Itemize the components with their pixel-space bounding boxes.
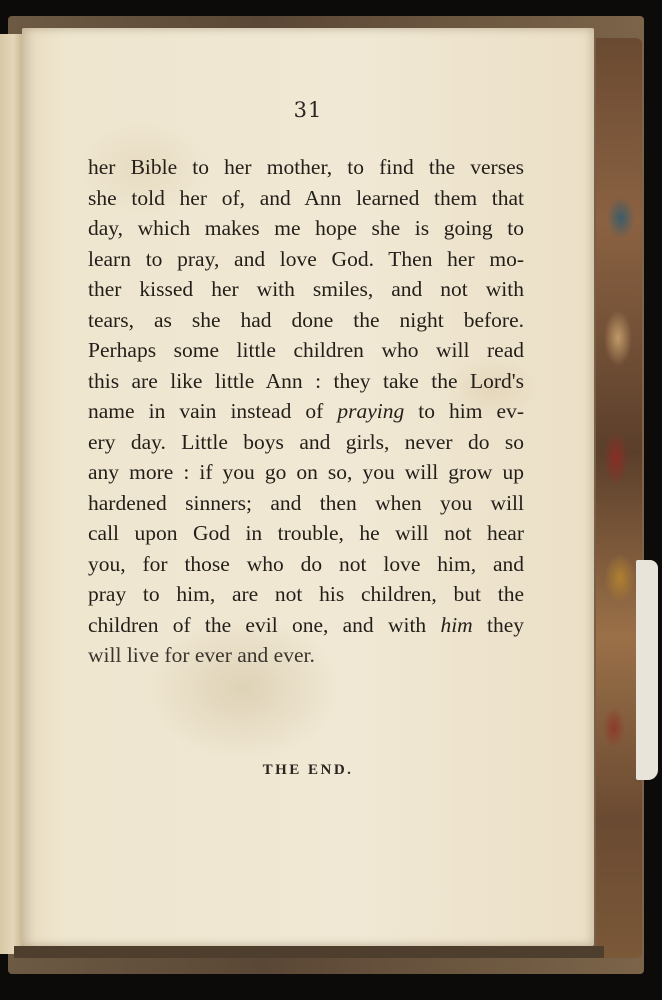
text-line: ther kissed her with smiles, and not with [88, 277, 524, 301]
text-line [88, 396, 524, 427]
text-line: Perhaps some little children who will read [88, 338, 524, 362]
cover-bottom-edge [14, 946, 604, 958]
text-line: ery day. Little boys and girls, never do so [88, 429, 524, 454]
italic-word: praying [337, 399, 405, 423]
text-line: call upon God in trouble, he will not hear [88, 521, 524, 545]
text-line: hardened sinners; and then when you will [88, 490, 524, 515]
italic-word: him [440, 612, 473, 637]
text-line: any more : if you go on so, you will grow up [88, 460, 524, 484]
marbled-cover-edge [596, 38, 642, 958]
text-line: day, which makes me hope she is going to [88, 216, 524, 240]
text-line [88, 610, 524, 641]
text-segment: they [472, 612, 524, 637]
text-line: her Bible to her mother, to find the verses [88, 155, 524, 179]
torn-paper-edge [636, 560, 658, 780]
left-page-edge [0, 34, 23, 954]
text-line: pray to him, are not his children, but the [88, 582, 524, 606]
text-line: tears, as she had done the night before. [88, 307, 524, 332]
text-line: you, for those who do not love him, and [88, 551, 524, 576]
body-text [88, 152, 524, 671]
text-segment: children of the evil one, and with [88, 612, 441, 637]
closing-heading: THE END. [262, 762, 354, 778]
text-line: she told her of, and Ann learned them that [88, 185, 524, 210]
text-segment: name in vain instead of [88, 399, 338, 423]
text-segment: to him ev- [404, 399, 524, 423]
text-line: this are like little Ann : they take the Lord's [88, 368, 524, 393]
book-page [22, 28, 594, 946]
text-line: learn to pray, and love God. Then her mo- [88, 246, 524, 271]
page-number: 31 [293, 98, 323, 122]
text-line: will live for ever and ever. [88, 643, 315, 667]
